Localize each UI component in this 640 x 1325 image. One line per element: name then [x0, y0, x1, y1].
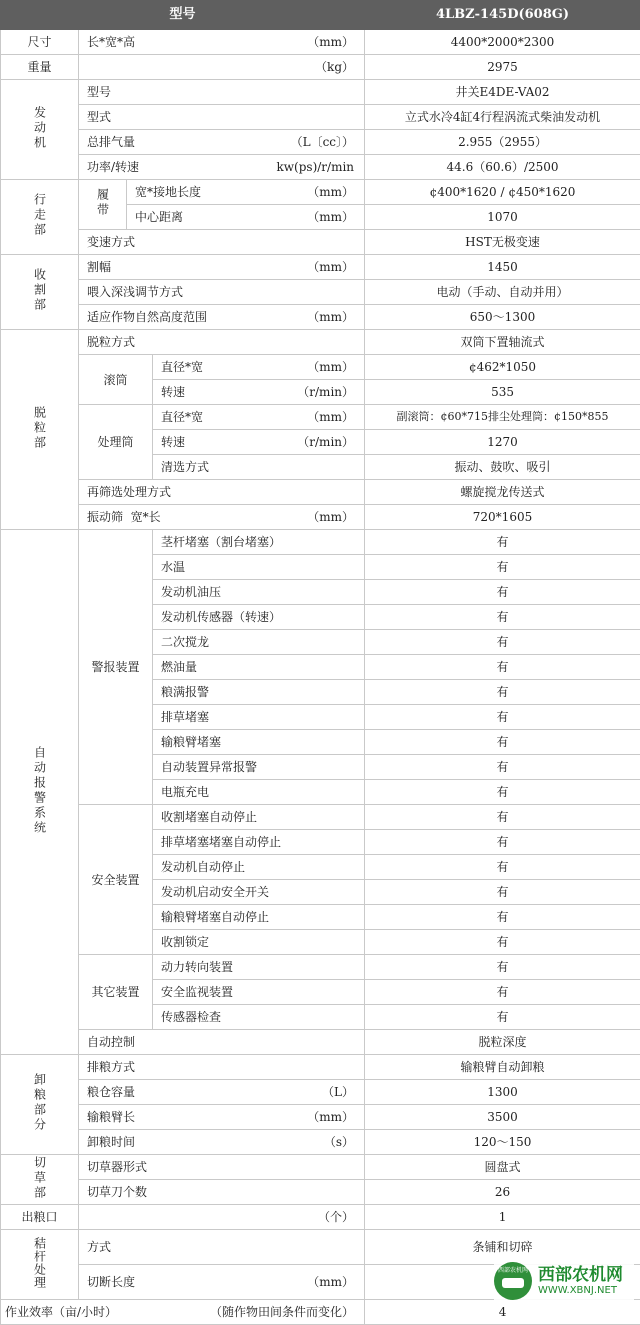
row-unit: （kg） [315, 60, 354, 74]
row-value: 有 [365, 755, 640, 780]
table-row [1, 305, 640, 330]
row-label: 宽*接地长度 [135, 185, 201, 199]
row-label: 长*宽*高 [87, 35, 135, 49]
row-value: 1300 [365, 1080, 640, 1105]
table-row [1, 255, 640, 280]
row-note: （随作物田间条件而变化） [210, 1305, 354, 1319]
row-value: 有 [365, 605, 640, 630]
row-value: 有 [365, 880, 640, 905]
row-unit: （L） [322, 1085, 354, 1099]
row-value: 条铺和切碎 [365, 1230, 640, 1265]
row-value: 有 [365, 830, 640, 855]
subgroup-warning: 警报装置 [79, 530, 153, 805]
row-value: 有 [365, 805, 640, 830]
row-label: 适应作物自然高度范围 [87, 310, 207, 324]
subgroup-track: 履带 [79, 180, 127, 230]
row-label: 振动筛 [87, 510, 123, 524]
table-row [1, 955, 640, 980]
row-value: 有 [365, 555, 640, 580]
row-unit: （mm） [307, 35, 354, 49]
row-value: 井关E4DE-VA02 [365, 80, 640, 105]
row-value: 有 [365, 530, 640, 555]
watermark-logo-icon: 西部农机网 [494, 1262, 532, 1300]
row-label: 型式 [79, 105, 365, 130]
subgroup-other: 其它装置 [79, 955, 153, 1030]
watermark [494, 1259, 634, 1303]
row-value: 26 [365, 1180, 640, 1205]
row-label: 二次搅龙 [153, 630, 365, 655]
row-label: 自动装置异常报警 [153, 755, 365, 780]
group-straw-cut: 切草部 [1, 1155, 79, 1205]
row-unit: （mm） [307, 210, 354, 224]
row-value: 电动（手动、自动并用） [365, 280, 640, 305]
row-value: 螺旋搅龙传送式 [365, 480, 640, 505]
row-label: 收割堵塞自动停止 [153, 805, 365, 830]
table-row [1, 105, 640, 130]
table-row [1, 30, 640, 55]
row-label: 直径*宽 [161, 410, 203, 424]
table-row [1, 1205, 640, 1230]
group-outlet: 出粮口 [1, 1205, 79, 1230]
row-label: 水温 [153, 555, 365, 580]
subgroup-safety: 安全装置 [79, 805, 153, 955]
group-unload: 卸粮部分 [1, 1055, 79, 1155]
watermark-name: 西部农机网 [538, 1265, 623, 1285]
row-label: 安全监视装置 [153, 980, 365, 1005]
row-label: 排草堵塞堵塞自动停止 [153, 830, 365, 855]
subgroup-processor: 处理筒 [79, 405, 153, 480]
row-value: 44.6（60.6）/2500 [365, 155, 640, 180]
row-unit: （mm） [307, 1110, 354, 1124]
row-value: 720*1605 [365, 505, 640, 530]
row-label: 型号 [79, 80, 365, 105]
watermark-url: WWW.XBNJ.NET [538, 1285, 623, 1297]
row-label: 发动机油压 [153, 580, 365, 605]
table-row [1, 130, 640, 155]
subgroup-drum: 滚筒 [79, 355, 153, 405]
row-value: 副滚筒：¢60*715排尘处理筒：¢150*855 [365, 405, 640, 430]
row-value: 有 [365, 580, 640, 605]
row-unit: （s） [324, 1135, 354, 1149]
table-row [1, 805, 640, 830]
row-value: 脱粒深度 [365, 1030, 640, 1055]
group-straw: 秸杆处理 [1, 1230, 79, 1300]
row-value: 1 [365, 1205, 640, 1230]
row-value: 1270 [365, 430, 640, 455]
row-unit: （mm） [307, 260, 354, 274]
row-value: ¢462*1050 [365, 355, 640, 380]
row-unit: （mm） [307, 410, 354, 424]
row-unit: （L〔cc〕） [291, 135, 354, 149]
row-label: 卸粮时间 [87, 1135, 135, 1149]
table-row [1, 1300, 640, 1325]
row-value: 有 [365, 630, 640, 655]
row-label: 直径*宽 [161, 360, 203, 374]
row-unit: （r/min） [297, 435, 354, 449]
group-engine: 发动机 [1, 80, 79, 180]
table-row [1, 1130, 640, 1155]
row-value: 有 [365, 930, 640, 955]
row-label: 燃油量 [153, 655, 365, 680]
table-row [1, 1180, 640, 1205]
row-unit: kw(ps)/r/min [277, 160, 355, 174]
table-row [1, 1080, 640, 1105]
table-row [1, 1030, 640, 1055]
row-label: 输粮臂堵塞 [153, 730, 365, 755]
table-row [1, 1155, 640, 1180]
table-row [1, 80, 640, 105]
row-value: 有 [365, 905, 640, 930]
row-label: 割幅 [87, 260, 111, 274]
row-label: 功率/转速 [87, 160, 139, 174]
row-label: 传感器检查 [153, 1005, 365, 1030]
row-value: 4400*2000*2300 [365, 30, 640, 55]
row-label: 茎杆堵塞（割台堵塞） [153, 530, 365, 555]
row-label: 总排气量 [87, 135, 135, 149]
row-label: 收割锁定 [153, 930, 365, 955]
group-size: 尺寸 [1, 30, 79, 55]
row-value: 双筒下置轴流式 [365, 330, 640, 355]
row-label: 输粮臂长 [87, 1110, 135, 1124]
row-label: 脱粒方式 [79, 330, 365, 355]
row-label: 变速方式 [79, 230, 365, 255]
table-row [1, 180, 640, 205]
table-row [1, 405, 640, 430]
row-unit: （mm） [307, 310, 354, 324]
alarm-section [1, 530, 640, 1055]
row-label: 排草堵塞 [153, 705, 365, 730]
row-label: 方式 [79, 1230, 365, 1265]
row-value: HST无极变速 [365, 230, 640, 255]
row-value: 120～150 [365, 1130, 640, 1155]
table-row [1, 55, 640, 80]
row-value: 振动、鼓吹、吸引 [365, 455, 640, 480]
row-label: 排粮方式 [79, 1055, 365, 1080]
table-row [1, 280, 640, 305]
row-label: 作业效率（亩/小时） [5, 1305, 117, 1319]
row-label: 发动机启动安全开关 [153, 880, 365, 905]
row-label: 转速 [161, 435, 185, 449]
row-value: 有 [365, 680, 640, 705]
row-label: 中心距离 [135, 210, 183, 224]
header-row [1, 1, 640, 30]
row-label: 自动控制 [79, 1030, 365, 1055]
table-row [1, 355, 640, 380]
table-row [1, 1055, 640, 1080]
row-value: 有 [365, 980, 640, 1005]
row-label: 切草器形式 [79, 1155, 365, 1180]
row-unit: （mm） [307, 185, 354, 199]
row-label: 输粮臂堵塞自动停止 [153, 905, 365, 930]
row-unit: （r/min） [297, 385, 354, 399]
row-label: 转速 [161, 385, 185, 399]
table-row [1, 330, 640, 355]
row-value: 650～1300 [365, 305, 640, 330]
row-label: 粮仓容量 [87, 1085, 135, 1099]
group-alarm: 自动报警系统 [1, 530, 79, 1055]
table-row [1, 1105, 640, 1130]
row-value: 1450 [365, 255, 640, 280]
row-value: 4 [365, 1300, 640, 1325]
row-label: 发动机传感器（转速） [153, 605, 365, 630]
row-value: 有 [365, 855, 640, 880]
row-label: 切断长度 [87, 1275, 135, 1289]
row-value: 3500 [365, 1105, 640, 1130]
row-unit: （mm） [307, 360, 354, 374]
row-label: 动力转向装置 [153, 955, 365, 980]
row-value: 有 [365, 955, 640, 980]
row-value: 输粮臂自动卸粮 [365, 1055, 640, 1080]
row-label: 粮满报警 [153, 680, 365, 705]
table-row [1, 230, 640, 255]
row-label: 清选方式 [153, 455, 365, 480]
group-travel: 行走部 [1, 180, 79, 255]
header-model-value: 4LBZ-145D(608G) [365, 1, 640, 30]
row-unit: （mm） [307, 510, 354, 524]
row-value: 有 [365, 730, 640, 755]
group-harvest: 收割部 [1, 255, 79, 330]
row-value: 有 [365, 1005, 640, 1030]
row-label: 切草刀个数 [79, 1180, 365, 1205]
row-unit: （mm） [307, 1275, 354, 1289]
table-row [1, 480, 640, 505]
row-label: 发动机自动停止 [153, 855, 365, 880]
row-value: ¢400*1620 / ¢450*1620 [365, 180, 640, 205]
row-value: 2975 [365, 55, 640, 80]
row-label: 电瓶充电 [153, 780, 365, 805]
row-value: 535 [365, 380, 640, 405]
row-unit: （个） [318, 1210, 354, 1224]
row-value: 1070 [365, 205, 640, 230]
table-row [1, 530, 640, 555]
row-value: 有 [365, 705, 640, 730]
row-value: 有 [365, 655, 640, 680]
row-label: 喂入深浅调节方式 [79, 280, 365, 305]
group-thresh: 脱粒部 [1, 330, 79, 530]
row-label-2: 宽*长 [131, 510, 161, 524]
group-weight: 重量 [1, 55, 79, 80]
table-row [1, 505, 640, 530]
table-row [1, 155, 640, 180]
row-label: 再筛选处理方式 [79, 480, 365, 505]
row-value: 有 [365, 780, 640, 805]
row-value: 2.955（2955） [365, 130, 640, 155]
header-model-label: 型号 [1, 1, 365, 30]
row-value: 立式水冷4缸4行程涡流式柴油发动机 [365, 105, 640, 130]
row-value: 圆盘式 [365, 1155, 640, 1180]
